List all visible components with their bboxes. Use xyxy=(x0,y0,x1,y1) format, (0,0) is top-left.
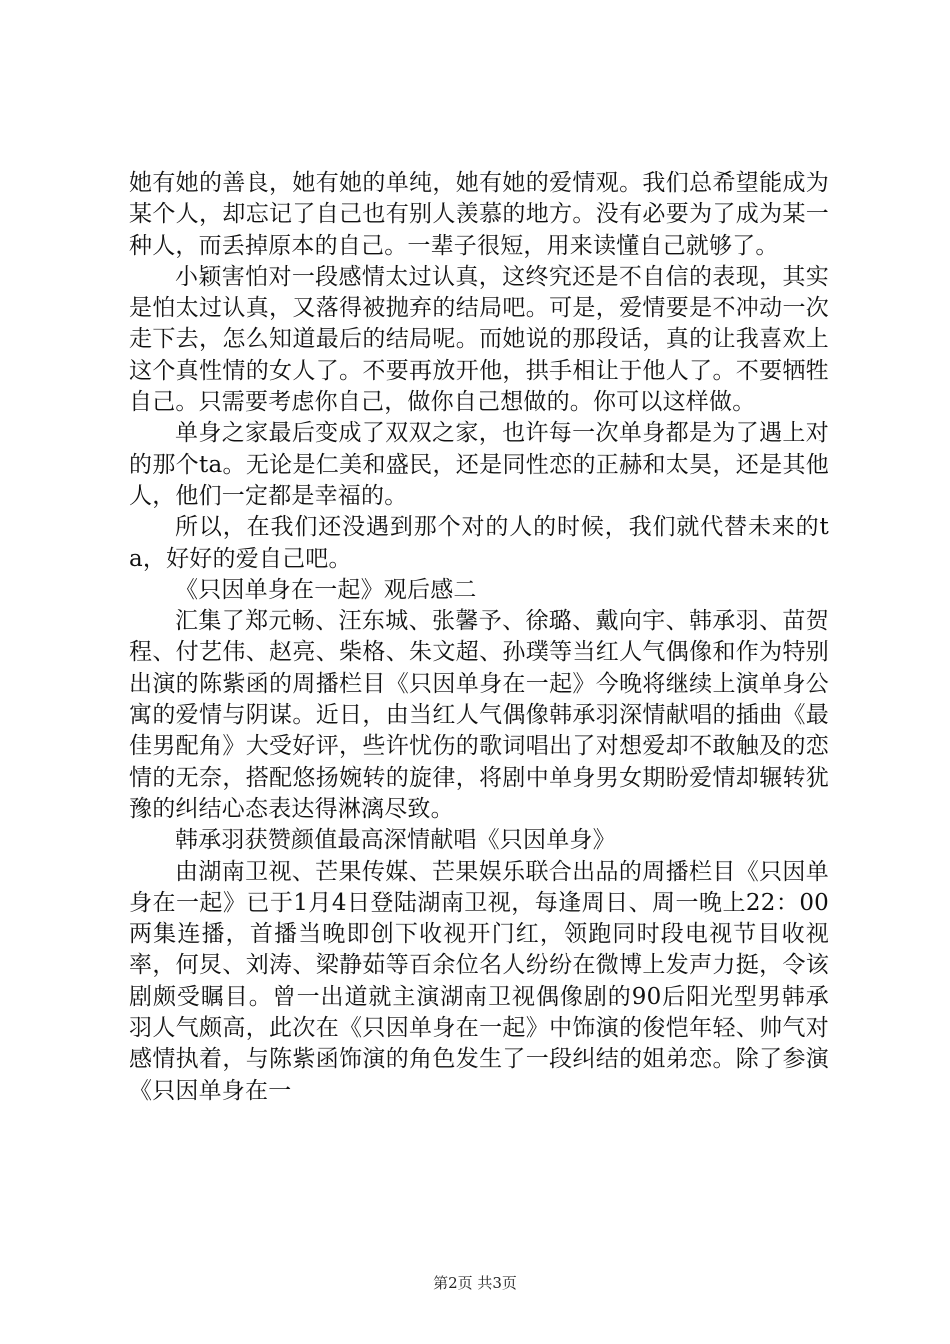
page-number-footer: 第2页 共3页 xyxy=(433,1274,517,1292)
paragraph-6: 由湖南卫视、芒果传媒、芒果娱乐联合出品的周播栏目《只因单身在一起》已于1月4日登陆湖南卫视，每逢周日、周一晚上22：00两集连播，首播当晚即创下收视开门红，领跑同时段电视节目收视率，何炅、刘涛、梁静茹等百余位名人纷纷在微博上发声力挺，令该剧颇受瞩目。曾一出道就主演湖南卫视偶像剧的90后阳光型男韩承羽人气颇高，此次在《只因单身在一起》中饰演的俊恺年轻、帅气对感情执着，与陈紫函饰演的角色发生了一段纠结的姐弟恋。除了参演《只因单身在一 xyxy=(129,858,829,1104)
section-heading-han-chengyu: 韩承羽获赞颜值最高深情献唱《只因单身》 xyxy=(175,827,616,854)
paragraph-2: 小颖害怕对一段感情太过认真，这终究还是不自信的表现，其实是怕太过认真，又落得被抛弃的结局吧。可是，爱情要是不冲动一次走下去，怎么知道最后的结局呢。而她说的那段话，真的让我喜欢上这个真性情的女人了。不要再放开他，拱手相让于他人了。不要牺牲自己。只需要考虑你自己，做你自己想做的。你可以这样做。 xyxy=(129,263,829,416)
paragraph-4: 所以，在我们还没遇到那个对的人的时候，我们就代替未来的ta，好好的爱自己吧。 xyxy=(129,514,829,572)
paragraph-1: 她有她的善良，她有她的单纯，她有她的爱情观。我们总希望能成为某个人，却忘记了自己也有别人羡慕的地方。没有必要为了成为某一种人，而丢掉原本的自己。一辈子很短，用来读懂自己就够了。 xyxy=(129,170,829,259)
section-heading-review-two: 《只因单身在一起》观后感二 xyxy=(175,576,477,603)
document-body xyxy=(129,168,829,1107)
paragraph-5: 汇集了郑元畅、汪东城、张馨予、徐璐、戴向宇、韩承羽、苗贺程、付艺伟、赵亮、柴格、朱文超、孙璞等当红人气偶像和作为特别出演的陈紫函的周播栏目《只因单身在一起》今晚将继续上演单身公寓的爱情与阴谋。近日，由当红人气偶像韩承羽深情献唱的插曲《最佳男配角》大受好评，些许忧伤的歌词唱出了对想爱却不敢触及的恋情的无奈，搭配悠扬婉转的旋律，将剧中单身男女期盼爱情却辗转犹豫的纠结心态表达得淋漓尽致。 xyxy=(129,608,829,822)
paragraph-3: 单身之家最后变成了双双之家，也许每一次单身都是为了遇上对的那个ta。无论是仁美和盛民，还是同性恋的正赫和太昊，还是其他人，他们一定都是幸福的。 xyxy=(129,420,829,509)
